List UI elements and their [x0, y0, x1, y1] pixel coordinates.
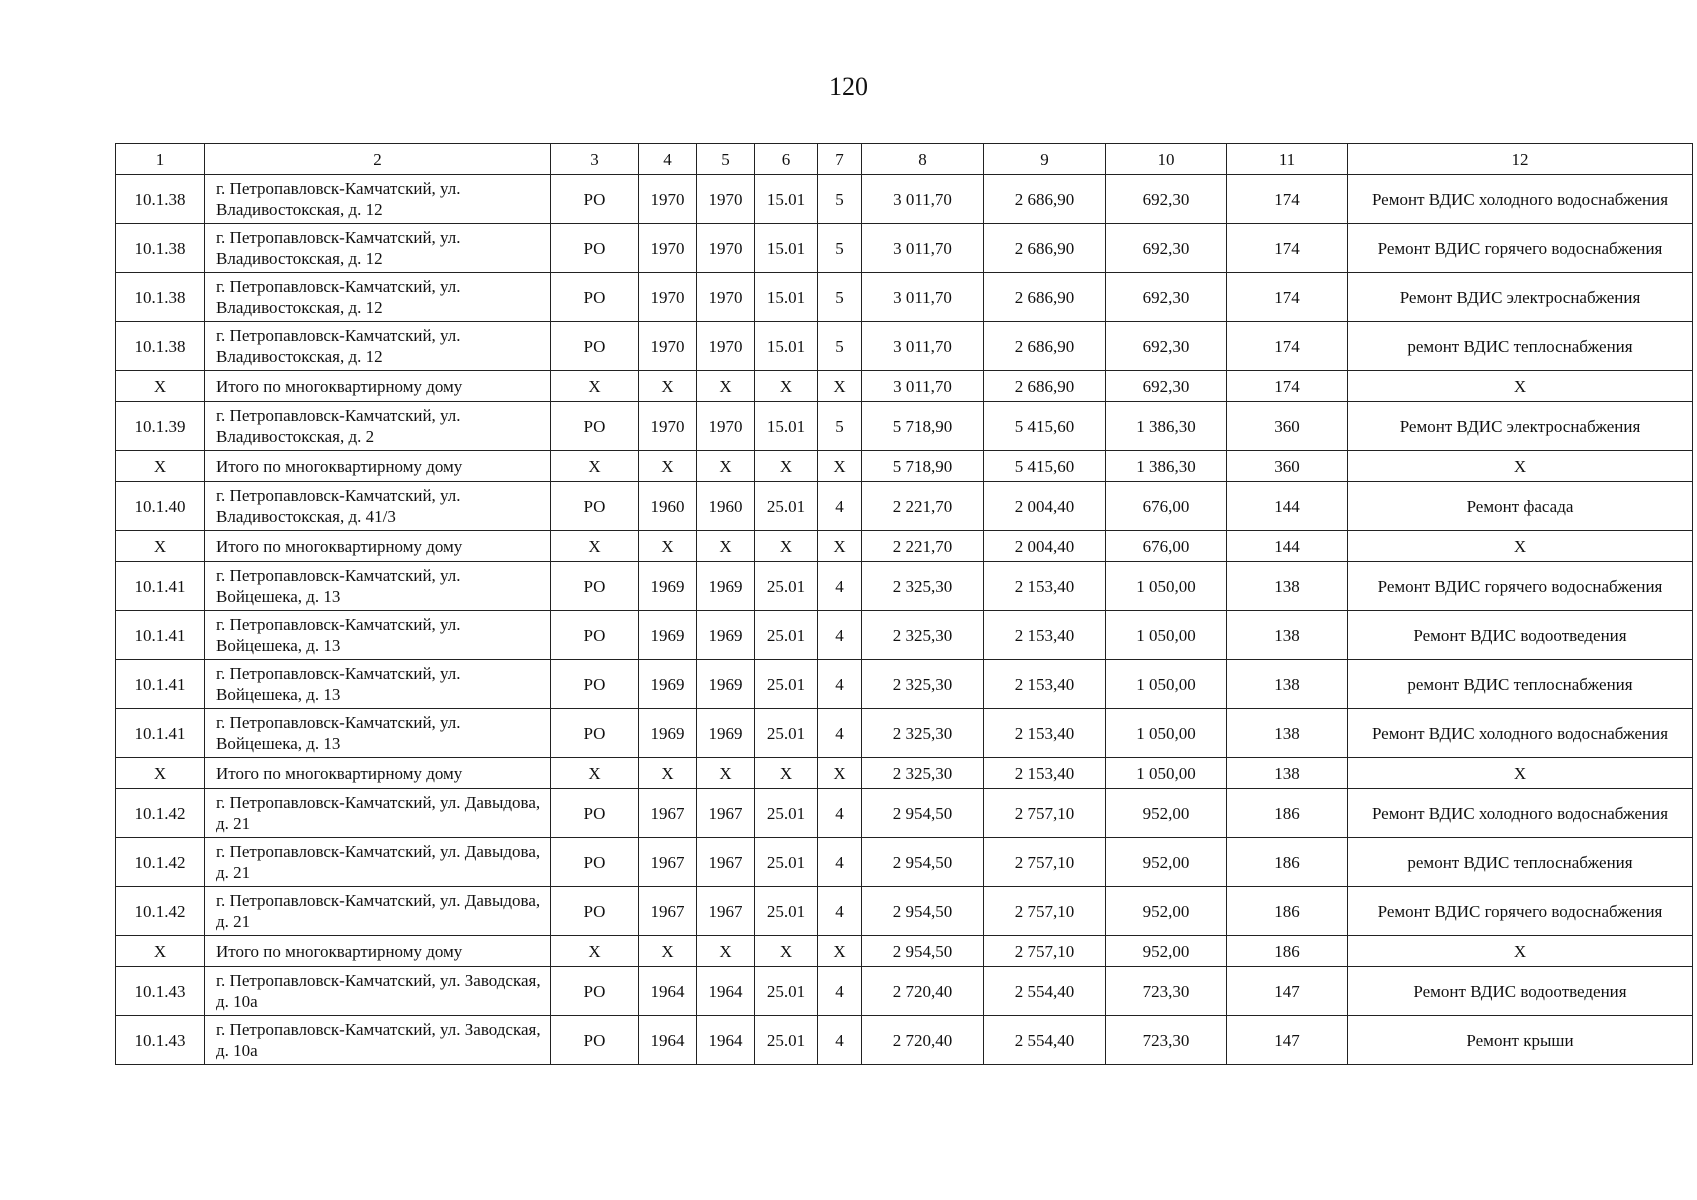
- cell-year-commissioned: 1969: [697, 709, 755, 758]
- cell-owner-method: РО: [551, 562, 639, 611]
- column-header-11: 11: [1227, 144, 1348, 175]
- cell-total-area: 2 954,50: [862, 838, 984, 887]
- cell-year-commissioned: 1964: [697, 1016, 755, 1065]
- cell-wall-material: 25.01: [755, 838, 818, 887]
- cell-work-type: Х: [1348, 936, 1693, 967]
- cell-address: г. Петропавловск-Камчатский, ул. Заводская, д. 10а: [205, 967, 551, 1016]
- cell-residential-area: 2 554,40: [984, 1016, 1106, 1065]
- cell-work-type: ремонт ВДИС теплоснабжения: [1348, 838, 1693, 887]
- cell-work-type: Ремонт ВДИС холодного водоснабжения: [1348, 175, 1693, 224]
- cell-total-area: 2 325,30: [862, 709, 984, 758]
- table-header: [116, 144, 1693, 175]
- column-header-7: 7: [818, 144, 862, 175]
- cell-work-type: Ремонт ВДИС электроснабжения: [1348, 273, 1693, 322]
- table-row: [116, 322, 1693, 371]
- cell-item-number: 10.1.38: [116, 322, 205, 371]
- column-header-5: 5: [697, 144, 755, 175]
- cell-address: г. Петропавловск-Камчатский, ул. Заводская, д. 10а: [205, 1016, 551, 1065]
- cell-owner-method: РО: [551, 224, 639, 273]
- cell-wall-material: Х: [755, 371, 818, 402]
- cell-wall-material: 15.01: [755, 402, 818, 451]
- cell-year-built: 1967: [639, 789, 697, 838]
- cell-residential-area: 2 153,40: [984, 660, 1106, 709]
- cell-floors: 4: [818, 611, 862, 660]
- cell-item-number: 10.1.41: [116, 709, 205, 758]
- cell-address: г. Петропавловск-Камчатский, ул. Владивостокская, д. 12: [205, 322, 551, 371]
- cell-work-type: Ремонт ВДИС горячего водоснабжения: [1348, 224, 1693, 273]
- cell-item-number: 10.1.42: [116, 887, 205, 936]
- cell-residential-area: 2 757,10: [984, 887, 1106, 936]
- cell-residential-area: 2 686,90: [984, 322, 1106, 371]
- cell-item-number: 10.1.41: [116, 660, 205, 709]
- cell-work-type: Ремонт ВДИС водоотведения: [1348, 611, 1693, 660]
- cell-address: г. Петропавловск-Камчатский, ул. Давыдова, д. 21: [205, 887, 551, 936]
- cell-year-commissioned: 1964: [697, 967, 755, 1016]
- cell-year-built: 1970: [639, 322, 697, 371]
- cell-nonresidential-area: 676,00: [1106, 531, 1227, 562]
- cell-work-type: Х: [1348, 758, 1693, 789]
- cell-item-number: 10.1.42: [116, 838, 205, 887]
- cell-residential-area: 2 757,10: [984, 838, 1106, 887]
- cell-year-commissioned: 1970: [697, 175, 755, 224]
- table-row: [116, 967, 1693, 1016]
- cell-year-commissioned: Х: [697, 758, 755, 789]
- cell-item-number: Х: [116, 371, 205, 402]
- column-header-12: 12: [1348, 144, 1693, 175]
- cell-total-area: 3 011,70: [862, 322, 984, 371]
- column-header-10: 10: [1106, 144, 1227, 175]
- cell-year-commissioned: 1969: [697, 562, 755, 611]
- cell-wall-material: 15.01: [755, 175, 818, 224]
- cell-year-built: 1970: [639, 402, 697, 451]
- cell-residents: 186: [1227, 789, 1348, 838]
- header-row: [116, 144, 1693, 175]
- cell-year-commissioned: 1960: [697, 482, 755, 531]
- cell-work-type: Х: [1348, 451, 1693, 482]
- table-row: [116, 611, 1693, 660]
- cell-residents: 174: [1227, 371, 1348, 402]
- cell-item-number: 10.1.38: [116, 224, 205, 273]
- cell-year-built: 1967: [639, 887, 697, 936]
- cell-residents: 174: [1227, 273, 1348, 322]
- cell-year-built: Х: [639, 936, 697, 967]
- cell-owner-method: РО: [551, 482, 639, 531]
- cell-nonresidential-area: 723,30: [1106, 967, 1227, 1016]
- cell-total-area: 3 011,70: [862, 273, 984, 322]
- total-row: [116, 758, 1693, 789]
- table-row: [116, 789, 1693, 838]
- cell-item-number: 10.1.38: [116, 175, 205, 224]
- cell-nonresidential-area: 952,00: [1106, 838, 1227, 887]
- cell-floors: Х: [818, 371, 862, 402]
- cell-year-built: 1964: [639, 967, 697, 1016]
- cell-floors: Х: [818, 936, 862, 967]
- cell-work-type: Х: [1348, 371, 1693, 402]
- cell-residents: 186: [1227, 887, 1348, 936]
- cell-floors: Х: [818, 758, 862, 789]
- cell-item-number: 10.1.41: [116, 611, 205, 660]
- table-row: [116, 273, 1693, 322]
- cell-nonresidential-area: 1 050,00: [1106, 709, 1227, 758]
- cell-owner-method: РО: [551, 789, 639, 838]
- table-row: [116, 660, 1693, 709]
- cell-work-type: Ремонт крыши: [1348, 1016, 1693, 1065]
- cell-owner-method: Х: [551, 371, 639, 402]
- cell-year-commissioned: 1967: [697, 887, 755, 936]
- cell-address: Итого по многоквартирному дому: [205, 758, 551, 789]
- cell-residential-area: 2 686,90: [984, 371, 1106, 402]
- cell-year-commissioned: 1970: [697, 224, 755, 273]
- cell-owner-method: РО: [551, 611, 639, 660]
- cell-address: г. Петропавловск-Камчатский, ул. Войцешека, д. 13: [205, 562, 551, 611]
- cell-total-area: 2 954,50: [862, 936, 984, 967]
- cell-floors: 4: [818, 838, 862, 887]
- table-row: [116, 709, 1693, 758]
- cell-floors: 5: [818, 224, 862, 273]
- cell-owner-method: Х: [551, 758, 639, 789]
- cell-year-commissioned: 1967: [697, 838, 755, 887]
- cell-nonresidential-area: 723,30: [1106, 1016, 1227, 1065]
- cell-year-commissioned: 1969: [697, 660, 755, 709]
- cell-year-built: 1967: [639, 838, 697, 887]
- cell-residents: 138: [1227, 758, 1348, 789]
- table-row: [116, 1016, 1693, 1065]
- cell-owner-method: Х: [551, 531, 639, 562]
- cell-work-type: Ремонт ВДИС горячего водоснабжения: [1348, 562, 1693, 611]
- cell-wall-material: 15.01: [755, 273, 818, 322]
- cell-year-commissioned: 1970: [697, 273, 755, 322]
- cell-year-commissioned: 1969: [697, 611, 755, 660]
- cell-work-type: Х: [1348, 531, 1693, 562]
- cell-residential-area: 2 153,40: [984, 758, 1106, 789]
- total-row: [116, 936, 1693, 967]
- cell-residential-area: 2 554,40: [984, 967, 1106, 1016]
- cell-residents: 144: [1227, 531, 1348, 562]
- cell-residents: 144: [1227, 482, 1348, 531]
- cell-work-type: Ремонт ВДИС электроснабжения: [1348, 402, 1693, 451]
- cell-nonresidential-area: 1 386,30: [1106, 402, 1227, 451]
- table-row: [116, 402, 1693, 451]
- column-header-8: 8: [862, 144, 984, 175]
- cell-item-number: 10.1.42: [116, 789, 205, 838]
- cell-year-commissioned: 1970: [697, 402, 755, 451]
- cell-residential-area: 2 686,90: [984, 175, 1106, 224]
- cell-owner-method: РО: [551, 1016, 639, 1065]
- cell-wall-material: 15.01: [755, 224, 818, 273]
- repair-registry-table: [115, 143, 1693, 1065]
- table-row: [116, 887, 1693, 936]
- cell-residential-area: 2 757,10: [984, 936, 1106, 967]
- cell-total-area: 3 011,70: [862, 371, 984, 402]
- table-row: [116, 175, 1693, 224]
- cell-nonresidential-area: 692,30: [1106, 322, 1227, 371]
- cell-nonresidential-area: 1 386,30: [1106, 451, 1227, 482]
- cell-owner-method: РО: [551, 660, 639, 709]
- cell-residents: 186: [1227, 838, 1348, 887]
- cell-owner-method: РО: [551, 838, 639, 887]
- cell-wall-material: 25.01: [755, 611, 818, 660]
- cell-item-number: Х: [116, 451, 205, 482]
- cell-year-commissioned: 1967: [697, 789, 755, 838]
- cell-work-type: Ремонт фасада: [1348, 482, 1693, 531]
- cell-nonresidential-area: 692,30: [1106, 224, 1227, 273]
- cell-total-area: 2 325,30: [862, 611, 984, 660]
- table-row: [116, 224, 1693, 273]
- column-header-2: 2: [205, 144, 551, 175]
- cell-total-area: 2 325,30: [862, 660, 984, 709]
- cell-wall-material: 25.01: [755, 789, 818, 838]
- cell-year-built: 1964: [639, 1016, 697, 1065]
- cell-residential-area: 5 415,60: [984, 451, 1106, 482]
- cell-nonresidential-area: 952,00: [1106, 887, 1227, 936]
- cell-floors: 4: [818, 562, 862, 611]
- cell-wall-material: 25.01: [755, 967, 818, 1016]
- column-header-1: 1: [116, 144, 205, 175]
- cell-total-area: 2 221,70: [862, 482, 984, 531]
- total-row: [116, 451, 1693, 482]
- cell-address: г. Петропавловск-Камчатский, ул. Владивостокская, д. 41/3: [205, 482, 551, 531]
- cell-work-type: Ремонт ВДИС холодного водоснабжения: [1348, 789, 1693, 838]
- cell-item-number: 10.1.43: [116, 1016, 205, 1065]
- cell-owner-method: РО: [551, 709, 639, 758]
- cell-total-area: 2 720,40: [862, 967, 984, 1016]
- cell-total-area: 2 221,70: [862, 531, 984, 562]
- cell-year-built: 1969: [639, 611, 697, 660]
- cell-wall-material: 25.01: [755, 887, 818, 936]
- page-number: 120: [829, 72, 868, 101]
- cell-work-type: Ремонт ВДИС горячего водоснабжения: [1348, 887, 1693, 936]
- cell-floors: 4: [818, 789, 862, 838]
- cell-item-number: 10.1.43: [116, 967, 205, 1016]
- cell-item-number: 10.1.41: [116, 562, 205, 611]
- cell-work-type: ремонт ВДИС теплоснабжения: [1348, 322, 1693, 371]
- column-header-6: 6: [755, 144, 818, 175]
- cell-residents: 138: [1227, 709, 1348, 758]
- cell-floors: 4: [818, 660, 862, 709]
- cell-year-commissioned: Х: [697, 531, 755, 562]
- cell-year-commissioned: Х: [697, 936, 755, 967]
- cell-total-area: 2 954,50: [862, 887, 984, 936]
- table-body: [116, 175, 1693, 1065]
- cell-year-built: Х: [639, 758, 697, 789]
- cell-residents: 174: [1227, 322, 1348, 371]
- cell-residential-area: 2 004,40: [984, 482, 1106, 531]
- cell-total-area: 5 718,90: [862, 451, 984, 482]
- cell-residential-area: 5 415,60: [984, 402, 1106, 451]
- cell-address: Итого по многоквартирному дому: [205, 451, 551, 482]
- cell-residential-area: 2 686,90: [984, 224, 1106, 273]
- cell-owner-method: РО: [551, 967, 639, 1016]
- cell-floors: 4: [818, 482, 862, 531]
- column-header-4: 4: [639, 144, 697, 175]
- cell-residents: 186: [1227, 936, 1348, 967]
- cell-wall-material: Х: [755, 758, 818, 789]
- cell-total-area: 5 718,90: [862, 402, 984, 451]
- cell-nonresidential-area: 952,00: [1106, 789, 1227, 838]
- cell-address: г. Петропавловск-Камчатский, ул. Войцешека, д. 13: [205, 709, 551, 758]
- cell-residents: 138: [1227, 660, 1348, 709]
- cell-residential-area: 2 757,10: [984, 789, 1106, 838]
- cell-owner-method: РО: [551, 175, 639, 224]
- cell-year-commissioned: 1970: [697, 322, 755, 371]
- cell-residents: 138: [1227, 562, 1348, 611]
- cell-year-commissioned: Х: [697, 371, 755, 402]
- cell-nonresidential-area: 1 050,00: [1106, 758, 1227, 789]
- cell-nonresidential-area: 692,30: [1106, 273, 1227, 322]
- cell-address: г. Петропавловск-Камчатский, ул. Владивостокская, д. 2: [205, 402, 551, 451]
- cell-address: г. Петропавловск-Камчатский, ул. Войцешека, д. 13: [205, 660, 551, 709]
- cell-year-built: 1969: [639, 660, 697, 709]
- cell-address: Итого по многоквартирному дому: [205, 371, 551, 402]
- cell-year-built: 1970: [639, 175, 697, 224]
- cell-wall-material: Х: [755, 936, 818, 967]
- cell-item-number: 10.1.40: [116, 482, 205, 531]
- cell-wall-material: 25.01: [755, 562, 818, 611]
- cell-address: г. Петропавловск-Камчатский, ул. Давыдова, д. 21: [205, 789, 551, 838]
- cell-wall-material: Х: [755, 531, 818, 562]
- cell-address: г. Петропавловск-Камчатский, ул. Владивостокская, д. 12: [205, 175, 551, 224]
- cell-residents: 360: [1227, 451, 1348, 482]
- cell-residents: 174: [1227, 224, 1348, 273]
- cell-total-area: 2 720,40: [862, 1016, 984, 1065]
- cell-year-built: Х: [639, 531, 697, 562]
- cell-nonresidential-area: 1 050,00: [1106, 660, 1227, 709]
- cell-residential-area: 2 153,40: [984, 562, 1106, 611]
- cell-owner-method: Х: [551, 936, 639, 967]
- cell-nonresidential-area: 692,30: [1106, 175, 1227, 224]
- cell-item-number: 10.1.38: [116, 273, 205, 322]
- table-row: [116, 838, 1693, 887]
- cell-residents: 360: [1227, 402, 1348, 451]
- cell-total-area: 2 325,30: [862, 562, 984, 611]
- cell-item-number: Х: [116, 531, 205, 562]
- cell-address: г. Петропавловск-Камчатский, ул. Войцешека, д. 13: [205, 611, 551, 660]
- cell-residential-area: 2 004,40: [984, 531, 1106, 562]
- cell-address: г. Петропавловск-Камчатский, ул. Владивостокская, д. 12: [205, 224, 551, 273]
- cell-total-area: 3 011,70: [862, 224, 984, 273]
- column-header-9: 9: [984, 144, 1106, 175]
- cell-item-number: Х: [116, 936, 205, 967]
- cell-address: Итого по многоквартирному дому: [205, 531, 551, 562]
- cell-item-number: Х: [116, 758, 205, 789]
- cell-floors: Х: [818, 451, 862, 482]
- cell-address: г. Петропавловск-Камчатский, ул. Давыдова, д. 21: [205, 838, 551, 887]
- column-header-3: 3: [551, 144, 639, 175]
- cell-total-area: 2 954,50: [862, 789, 984, 838]
- cell-floors: 4: [818, 709, 862, 758]
- cell-residential-area: 2 153,40: [984, 611, 1106, 660]
- cell-work-type: Ремонт ВДИС холодного водоснабжения: [1348, 709, 1693, 758]
- cell-residents: 147: [1227, 967, 1348, 1016]
- cell-owner-method: РО: [551, 402, 639, 451]
- cell-total-area: 2 325,30: [862, 758, 984, 789]
- cell-wall-material: 25.01: [755, 660, 818, 709]
- cell-year-built: Х: [639, 371, 697, 402]
- cell-floors: Х: [818, 531, 862, 562]
- cell-year-built: 1970: [639, 224, 697, 273]
- cell-year-built: Х: [639, 451, 697, 482]
- cell-owner-method: Х: [551, 451, 639, 482]
- cell-residents: 147: [1227, 1016, 1348, 1065]
- cell-year-built: 1960: [639, 482, 697, 531]
- cell-year-built: 1969: [639, 709, 697, 758]
- table-row: [116, 482, 1693, 531]
- cell-floors: 4: [818, 967, 862, 1016]
- cell-residents: 174: [1227, 175, 1348, 224]
- cell-year-commissioned: Х: [697, 451, 755, 482]
- cell-work-type: Ремонт ВДИС водоотведения: [1348, 967, 1693, 1016]
- cell-item-number: 10.1.39: [116, 402, 205, 451]
- cell-nonresidential-area: 952,00: [1106, 936, 1227, 967]
- cell-nonresidential-area: 1 050,00: [1106, 562, 1227, 611]
- cell-wall-material: 25.01: [755, 709, 818, 758]
- cell-owner-method: РО: [551, 322, 639, 371]
- total-row: [116, 531, 1693, 562]
- cell-nonresidential-area: 676,00: [1106, 482, 1227, 531]
- cell-address: Итого по многоквартирному дому: [205, 936, 551, 967]
- table-row: [116, 562, 1693, 611]
- cell-wall-material: Х: [755, 451, 818, 482]
- cell-floors: 4: [818, 887, 862, 936]
- cell-wall-material: 15.01: [755, 322, 818, 371]
- cell-wall-material: 25.01: [755, 1016, 818, 1065]
- cell-total-area: 3 011,70: [862, 175, 984, 224]
- cell-owner-method: РО: [551, 273, 639, 322]
- cell-work-type: ремонт ВДИС теплоснабжения: [1348, 660, 1693, 709]
- cell-wall-material: 25.01: [755, 482, 818, 531]
- cell-owner-method: РО: [551, 887, 639, 936]
- cell-floors: 4: [818, 1016, 862, 1065]
- cell-residents: 138: [1227, 611, 1348, 660]
- cell-floors: 5: [818, 273, 862, 322]
- cell-residential-area: 2 686,90: [984, 273, 1106, 322]
- cell-year-built: 1969: [639, 562, 697, 611]
- cell-residential-area: 2 153,40: [984, 709, 1106, 758]
- cell-floors: 5: [818, 322, 862, 371]
- cell-floors: 5: [818, 402, 862, 451]
- cell-floors: 5: [818, 175, 862, 224]
- cell-nonresidential-area: 1 050,00: [1106, 611, 1227, 660]
- total-row: [116, 371, 1693, 402]
- cell-address: г. Петропавловск-Камчатский, ул. Владивостокская, д. 12: [205, 273, 551, 322]
- cell-year-built: 1970: [639, 273, 697, 322]
- cell-nonresidential-area: 692,30: [1106, 371, 1227, 402]
